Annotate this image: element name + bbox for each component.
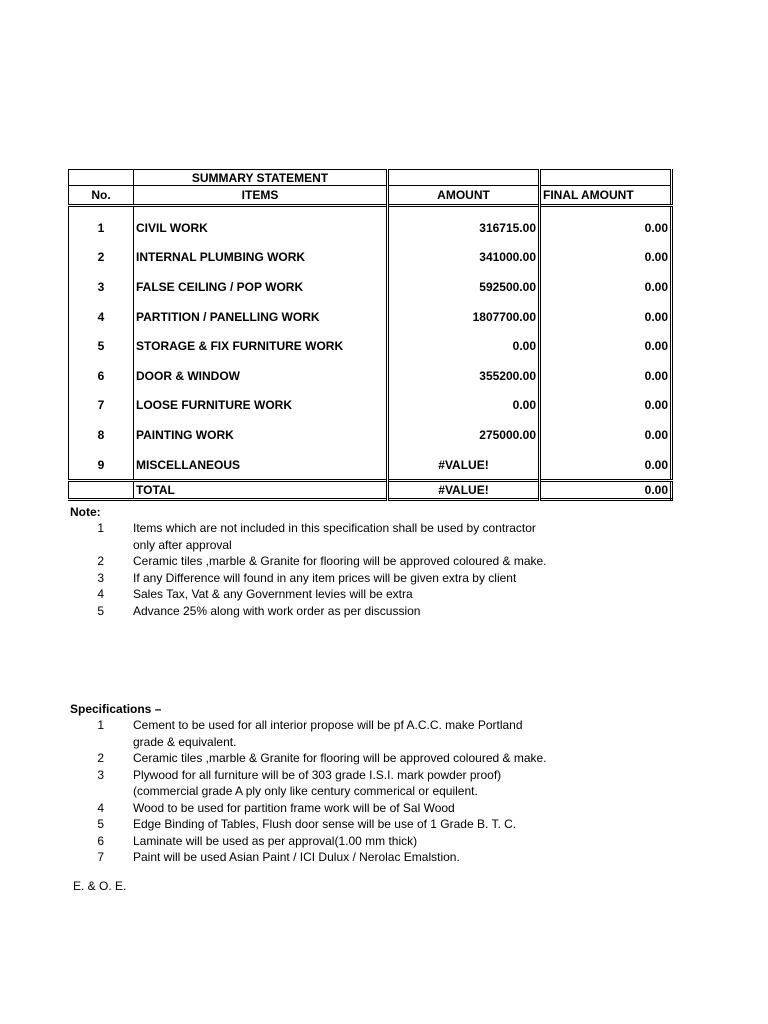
list-item xyxy=(70,816,670,833)
list-item-number xyxy=(70,537,104,554)
row-item: DOOR & WINDOW xyxy=(134,361,388,391)
row-no: 4 xyxy=(69,302,134,332)
row-amount: 341000.00 xyxy=(388,243,540,273)
row-final-amount: 0.00 xyxy=(644,368,668,383)
list-item-number: 1 xyxy=(97,718,104,732)
header-final-amount: FINAL AMOUNT xyxy=(543,188,634,202)
list-item-text: Advance 25% along with work order as per discussion xyxy=(133,603,421,618)
row-no: 7 xyxy=(69,391,134,421)
list-item-number: 6 xyxy=(97,833,104,848)
list-item-text: only after approval xyxy=(133,537,232,552)
row-item: CIVIL WORK xyxy=(134,213,388,243)
list-item-text: Plywood for all furniture will be of 303 grade I.S.I. mark powder proof) xyxy=(133,767,502,782)
row-item: INTERNAL PLUMBING WORK xyxy=(134,243,388,273)
notes-section xyxy=(70,504,670,619)
row-item: FALSE CEILING / POP WORK xyxy=(134,272,388,302)
eoe-footer: E. & O. E. xyxy=(73,879,127,893)
specifications-list xyxy=(70,717,670,866)
list-item xyxy=(70,783,670,800)
list-item xyxy=(70,767,670,784)
row-item: PARTITION / PANELLING WORK xyxy=(134,302,388,332)
table-row xyxy=(69,243,672,273)
row-no: 2 xyxy=(69,243,134,273)
row-no: 8 xyxy=(69,420,134,450)
list-item-number: 1 xyxy=(97,521,104,535)
row-final-amount: 0.00 xyxy=(644,220,668,235)
list-item-text: Ceramic tiles ,marble & Granite for flooring will be approved coloured & make. xyxy=(133,751,547,765)
header-row xyxy=(69,186,672,206)
row-amount: 316715.00 xyxy=(388,213,540,243)
row-no: 6 xyxy=(69,361,134,391)
list-item-number: 5 xyxy=(97,817,104,831)
list-item-text: Paint will be used Asian Paint / ICI Dulux / Nerolac Emalstion. xyxy=(133,850,460,864)
table-row xyxy=(69,272,672,302)
list-item xyxy=(70,603,670,620)
table-row xyxy=(69,213,672,243)
list-item-number: 7 xyxy=(97,850,104,864)
table-row xyxy=(69,302,672,332)
summary-table xyxy=(68,169,673,501)
row-item: STORAGE & FIX FURNITURE WORK xyxy=(134,331,388,361)
row-final-amount: 0.00 xyxy=(644,279,668,294)
row-no: 3 xyxy=(69,272,134,302)
list-item xyxy=(70,717,670,734)
row-amount: 355200.00 xyxy=(388,361,540,391)
row-final-amount: 0.00 xyxy=(644,309,668,324)
list-item-number xyxy=(70,734,104,751)
list-item xyxy=(70,750,670,767)
list-item-text: Ceramic tiles ,marble & Granite for flooring will be approved coloured & make. xyxy=(133,554,547,568)
total-row xyxy=(69,481,672,500)
row-amount: 1807700.00 xyxy=(388,302,540,332)
list-item-number: 3 xyxy=(97,570,104,585)
table-row xyxy=(69,450,672,481)
notes-list xyxy=(70,520,670,619)
list-item-text: Sales Tax, Vat & any Government levies will be extra xyxy=(133,587,413,601)
row-amount: #VALUE! xyxy=(388,450,540,481)
header-no: No. xyxy=(69,186,134,206)
list-item-text: If any Difference will found in any item prices will be given extra by client xyxy=(133,570,517,585)
list-item-text: Edge Binding of Tables, Flush door sense will be use of 1 Grade B. T. C. xyxy=(133,817,517,831)
list-item xyxy=(70,800,670,817)
list-item-text: grade & equivalent. xyxy=(133,734,237,749)
row-item: PAINTING WORK xyxy=(134,420,388,450)
total-label: TOTAL xyxy=(134,481,388,500)
row-amount: 0.00 xyxy=(388,331,540,361)
list-item xyxy=(70,849,670,866)
summary-title: SUMMARY STATEMENT xyxy=(134,170,388,186)
list-item-text: Cement to be used for all interior propose will be pf A.C.C. make Portland xyxy=(133,718,523,732)
list-item xyxy=(70,537,670,554)
specifications-title: Specifications – xyxy=(70,702,162,716)
total-amount: #VALUE! xyxy=(388,481,540,500)
list-item-number: 2 xyxy=(97,554,104,568)
row-item: LOOSE FURNITURE WORK xyxy=(134,391,388,421)
row-amount: 592500.00 xyxy=(388,272,540,302)
specifications-section xyxy=(70,701,670,866)
list-item-text: Items which are not included in this specification shall be used by contractor xyxy=(133,521,536,535)
list-item-number: 4 xyxy=(97,587,104,601)
table-row xyxy=(69,391,672,421)
list-item-number: 3 xyxy=(97,767,104,782)
list-item xyxy=(70,586,670,603)
header-items: ITEMS xyxy=(134,186,388,206)
row-item: MISCELLANEOUS xyxy=(134,450,388,481)
table-row xyxy=(69,331,672,361)
table-row xyxy=(69,420,672,450)
row-amount: 275000.00 xyxy=(388,420,540,450)
list-item xyxy=(70,570,670,587)
list-item-text: Laminate will be used as per approval(1.00 mm thick) xyxy=(133,833,418,848)
list-item-text: (commercial grade A ply only like century commerical or equilent. xyxy=(133,784,478,798)
list-item-number: 4 xyxy=(97,800,104,815)
row-final-amount: 0.00 xyxy=(644,250,668,265)
list-item xyxy=(70,553,670,570)
list-item xyxy=(70,734,670,751)
list-item-number: 5 xyxy=(97,603,104,618)
list-item-number: 2 xyxy=(97,751,104,765)
header-amount: AMOUNT xyxy=(388,186,540,206)
list-item xyxy=(70,520,670,537)
notes-title: Note: xyxy=(70,505,101,519)
row-no: 1 xyxy=(69,213,134,243)
row-final-amount: 0.00 xyxy=(644,339,668,354)
list-item-text: Wood to be used for partition frame work will be of Sal Wood xyxy=(133,800,455,815)
table-row xyxy=(69,361,672,391)
row-final-amount: 0.00 xyxy=(644,398,668,413)
summary-title-row xyxy=(69,170,672,186)
row-no: 9 xyxy=(69,450,134,481)
row-amount: 0.00 xyxy=(388,391,540,421)
row-final-amount: 0.00 xyxy=(644,427,668,442)
row-final-amount: 0.00 xyxy=(644,457,668,472)
row-no: 5 xyxy=(69,331,134,361)
header-separator xyxy=(69,206,672,214)
list-item-number xyxy=(70,783,104,800)
list-item xyxy=(70,833,670,850)
total-final-amount: 0.00 xyxy=(540,481,672,500)
